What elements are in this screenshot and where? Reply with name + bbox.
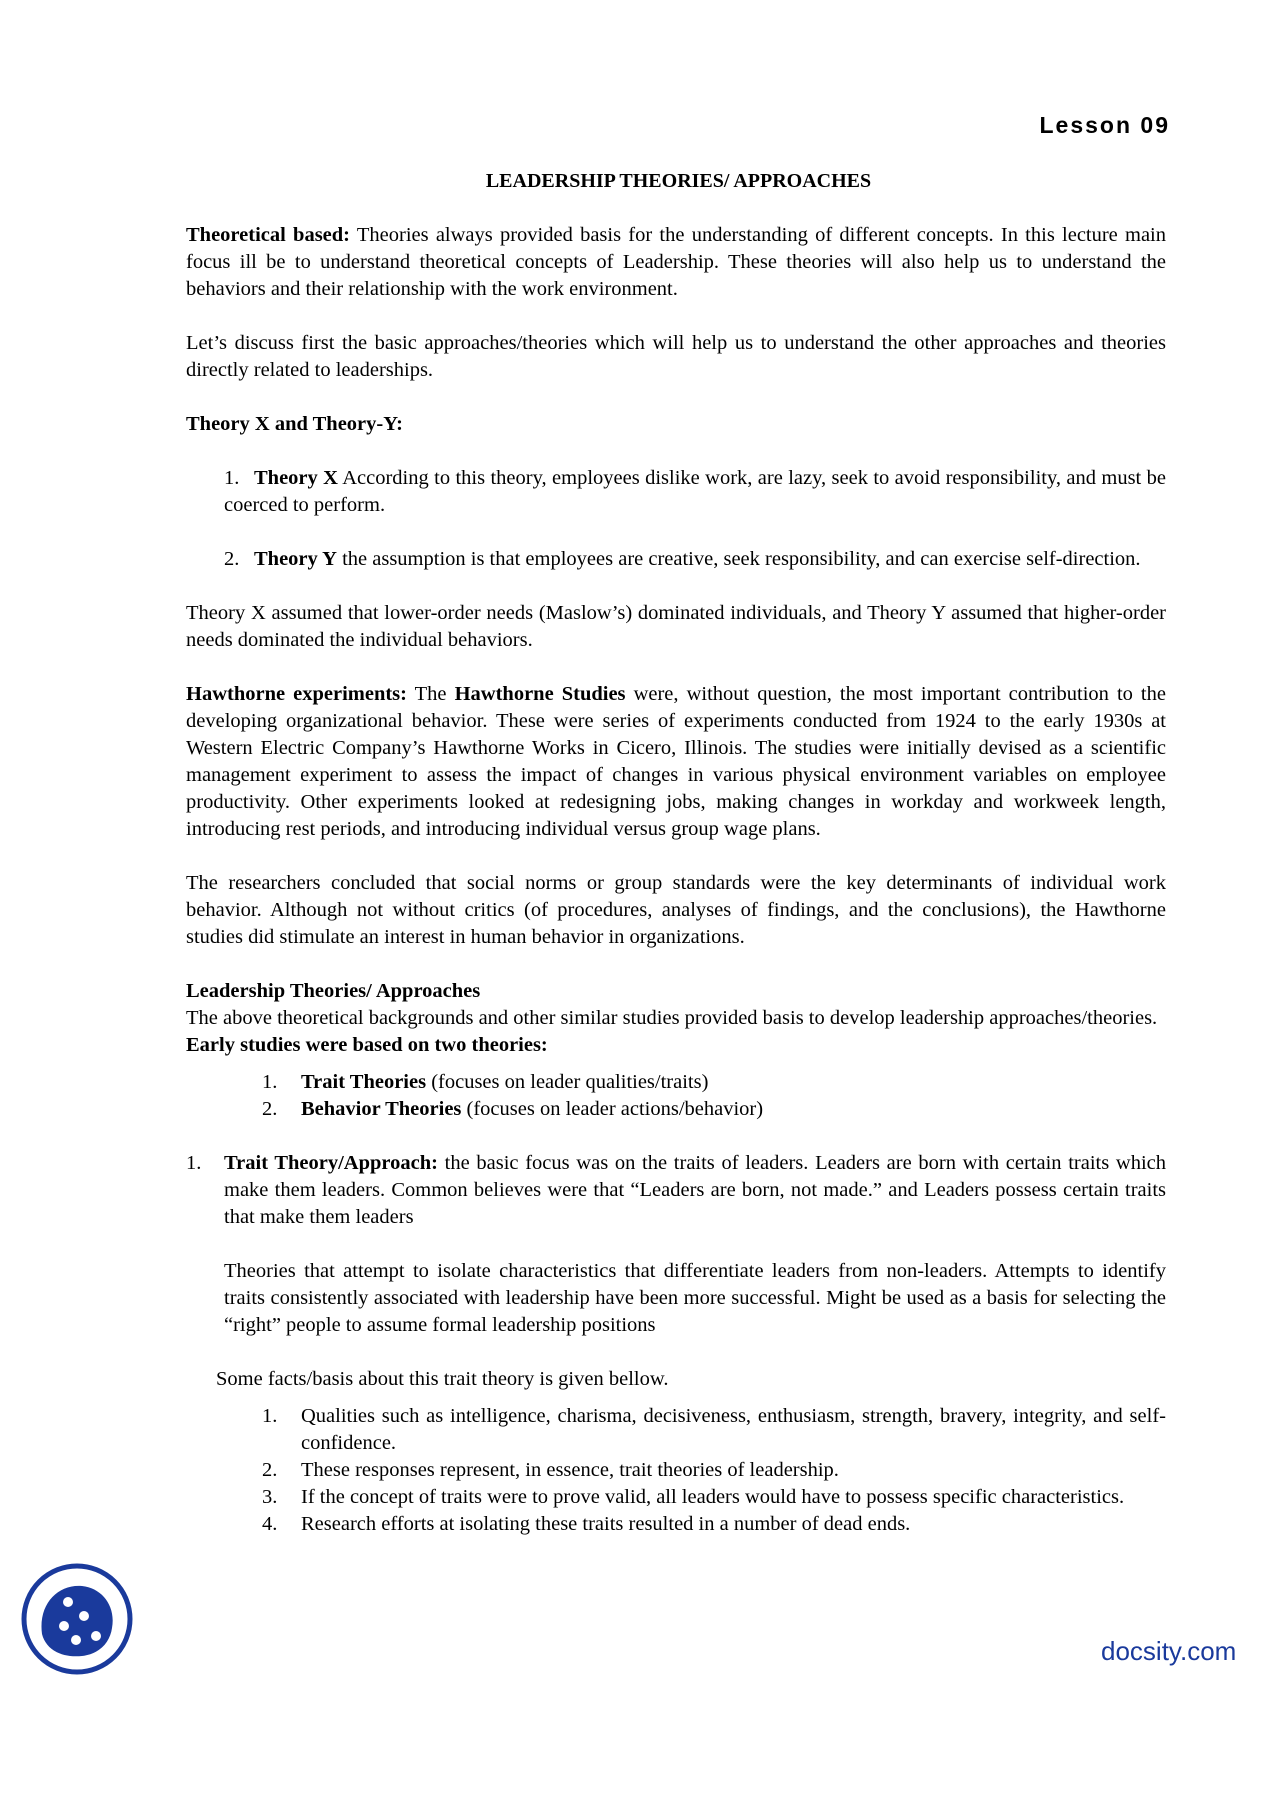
- list-item: [186, 1096, 1166, 1123]
- list-item: [186, 1403, 1166, 1457]
- hawthorne-paragraph: [186, 681, 1166, 843]
- trait-theory-label: Trait Theory/Approach:: [224, 1152, 438, 1174]
- intro-label: Theoretical based:: [186, 224, 351, 246]
- lesson-number: Lesson 09: [1039, 112, 1170, 138]
- facts-intro: Some facts/basis about this trait theory is given bellow.: [216, 1368, 669, 1390]
- discuss-paragraph: Let’s discuss first the basic approaches/theories which will help us to understand the other approaches and theories directly related to leaderships.: [186, 332, 1166, 381]
- theory-xy-heading: [186, 411, 1166, 438]
- intro-paragraph: [186, 222, 1166, 303]
- theory-x-label: Theory X: [254, 467, 338, 489]
- theory-summary: Theory X assumed that lower-order needs (Maslow’s) dominated individuals, and Theory Y assumed that higher-order needs dominated the individual behaviors.: [186, 602, 1166, 651]
- intro-text: Theories always provided basis for the understanding of different concepts. In this lecture main focus ill be to understand theoretical concepts of Leadership. These theories will also help us to understand the behaviors and their relationship with the work environment.: [186, 224, 1167, 300]
- list-number: 1.: [262, 1405, 278, 1427]
- list-item-text: If the concept of traits were to prove valid, all leaders would have to possess specific characteristics.: [301, 1486, 1125, 1508]
- list-item: [186, 1511, 1166, 1538]
- docsity-logo-icon: [20, 1562, 134, 1676]
- list-item-text: Research efforts at isolating these traits resulted in a number of dead ends.: [301, 1513, 911, 1535]
- early-studies-heading-text: Early studies were based on two theories:: [186, 1034, 548, 1056]
- list-number: 3.: [262, 1486, 278, 1508]
- list-number: 4.: [262, 1513, 278, 1535]
- early-studies-list: [186, 1069, 1166, 1123]
- hawthorne-studies-label: Hawthorne Studies: [454, 683, 626, 705]
- facts-list: [186, 1403, 1166, 1538]
- list-item-text: (focuses on leader qualities/traits): [426, 1071, 709, 1093]
- docsity-brand[interactable]: docsity.com: [1101, 1636, 1237, 1666]
- leadership-heading-text: Leadership Theories/ Approaches: [186, 980, 481, 1002]
- page-title: LEADERSHIP THEORIES/ APPROACHES: [485, 170, 872, 192]
- early-studies-heading: [186, 1032, 1166, 1059]
- list-number: 2.: [262, 1098, 278, 1120]
- list-item-text: These responses represent, in essence, trait theories of leadership.: [301, 1459, 839, 1481]
- document-body: [186, 222, 1166, 1538]
- hawthorne-pre: The: [406, 683, 455, 705]
- theory-x-item: [224, 465, 1166, 519]
- trait-theory-paragraph: Theories that attempt to isolate characteristics that differentiate leaders from non-leaders. Attempts to identify traits consistently associated with leadership have been more successful. Might be used as a basis for selecting the “right” people to assume formal leadership positions: [224, 1260, 1166, 1336]
- list-item: [186, 1457, 1166, 1484]
- theory-x-text: According to this theory, employees dislike work, are lazy, seek to avoid responsibility, and must be coerced to perform.: [224, 467, 1166, 516]
- theory-xy-heading-text: Theory X and Theory-Y:: [186, 413, 403, 435]
- trait-theory-item: [186, 1150, 1166, 1231]
- theory-y-label: Theory Y: [254, 548, 337, 570]
- leadership-heading: [186, 978, 1166, 1005]
- list-number: 1.: [186, 1152, 202, 1174]
- list-item: [186, 1069, 1166, 1096]
- hawthorne-text: were, without question, the most important contribution to the developing organizational behavior. These were series of experiments conducted from 1924 to the early 1930s at Western Electric Company’s Hawthorne Works in Cicero, Illinois. The studies were initially devised as a scientific management experiment to assess the impact of changes in various physical environment variables on employee productivity. Other experiments looked at redesigning jobs, making changes in workday and workweek length, introducing rest periods, and introducing individual versus group wage plans.: [186, 683, 1166, 840]
- hawthorne-label: Hawthorne experiments:: [186, 683, 407, 705]
- list-item-text: Qualities such as intelligence, charisma, decisiveness, enthusiasm, strength, bravery, integrity, and self-confidence.: [301, 1405, 1166, 1454]
- leadership-text: The above theoretical backgrounds and other similar studies provided basis to develop leadership approaches/theories.: [186, 1007, 1158, 1029]
- list-item-text: (focuses on leader actions/behavior): [461, 1098, 764, 1120]
- list-item-label: Trait Theories: [301, 1071, 427, 1093]
- list-number: 2.: [262, 1459, 278, 1481]
- list-number: 1.: [224, 467, 240, 489]
- trait-theory-text: the basic focus was on the traits of leaders. Leaders are born with certain traits which make them leaders. Common believes were that “Leaders are born, not made.” and Leaders possess certain traits that make them leaders: [224, 1152, 1166, 1228]
- hawthorne-conclusion: The researchers concluded that social norms or group standards were the key determinants of individual work behavior. Although not without critics (of procedures, analyses of findings, and the conclusions), the Hawthorne studies did stimulate an interest in human behavior in organizations.: [186, 872, 1166, 948]
- list-item: [186, 1484, 1166, 1511]
- list-item-label: Behavior Theories: [301, 1098, 462, 1120]
- list-number: 1.: [262, 1071, 278, 1093]
- list-number: 2.: [224, 548, 240, 570]
- theory-y-text: the assumption is that employees are creative, seek responsibility, and can exercise self-direction.: [336, 548, 1141, 570]
- theory-y-item: [224, 546, 1166, 573]
